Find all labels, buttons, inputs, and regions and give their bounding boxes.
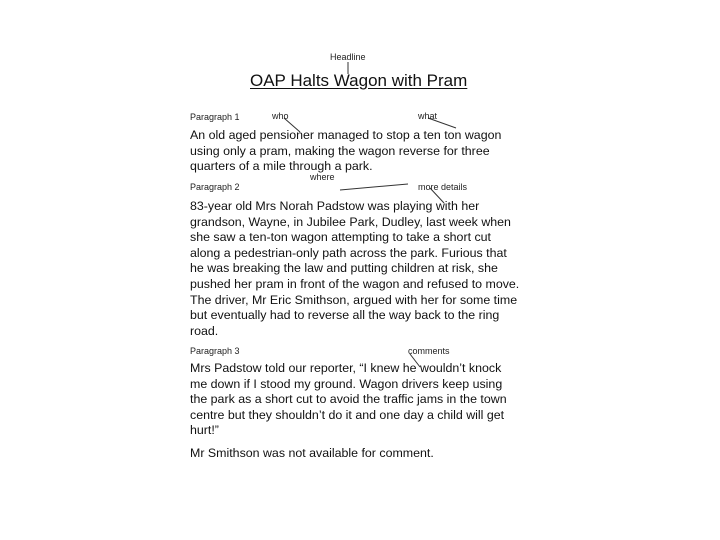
more-details-annotation: more details <box>418 182 468 192</box>
paragraph1-label: Paragraph 1 <box>190 112 240 122</box>
closing-body <box>190 446 520 462</box>
what-annotation: what <box>418 111 438 121</box>
paragraph2-label: Paragraph 2 <box>190 182 240 192</box>
headline-title: OAP Halts Wagon with Pram <box>250 71 468 90</box>
who-annotation: who <box>272 111 289 121</box>
closing-text: Mr Smithson was not available for comment. <box>190 446 434 460</box>
paragraph3-text: Mrs Padstow told our reporter, “I knew he wouldn’t knock me down if I stood my ground. Wagon drivers keep using the park as a short cut to avoid the traffic jams in the town centre but they shouldn’t do it and one day a child will get hurt!” <box>190 361 507 438</box>
paragraph1-body <box>190 128 520 175</box>
paragraph3-body <box>190 361 520 439</box>
headline-label: Headline <box>330 52 366 62</box>
comments-annotation: comments <box>408 346 450 356</box>
where-annotation: where <box>310 172 335 182</box>
where-pointer <box>340 184 408 190</box>
paragraph2-text: 83-year old Mrs Norah Padstow was playing with her grandson, Wayne, in Jubilee Park, Dudley, last week when she saw a ten-ton wagon attempting to take a short cut along a pedestrian-only path across the park. Furious that he was breaking the law and putting children at risk, she pushed her pram in front of the wagon and refused to move. The driver, Mr Eric Smithson, argued with her for some time but eventually had to reverse all the way back to the ring road. <box>190 199 520 338</box>
paragraph1-text: An old aged pensioner managed to stop a ten ton wagon using only a pram, making the wagon reverse for three quarters of a mile through a park. <box>190 128 502 174</box>
paragraph2-body <box>190 199 520 339</box>
paragraph3-label: Paragraph 3 <box>190 346 240 356</box>
